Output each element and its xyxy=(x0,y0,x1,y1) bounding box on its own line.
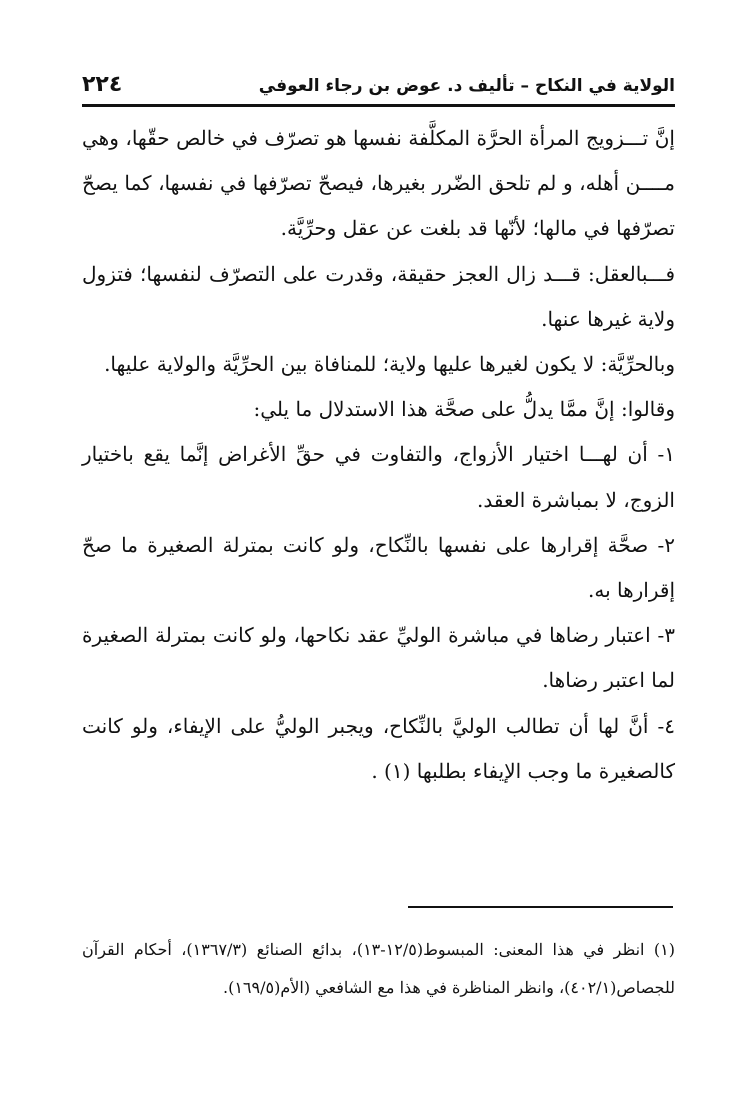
paragraph-reason: فـــبالعقل: قـــد زال العجز حقيقة، وقدرت على التصرّف لنفسها؛ فتزول ولاية غيرها عنها. xyxy=(82,261,675,331)
paragraph-freedom: وبالحرِّيَّة: لا يكون لغيرها عليها ولاية؛ للمنافاة بين الحرِّيَّة والولاية عليها. xyxy=(104,352,675,377)
header-rule xyxy=(82,104,675,107)
paragraph-evidence-intro: وقالوا: إنَّ ممَّا يدلُّ على صحَّة هذا الاستدلال ما يلي: xyxy=(253,397,675,422)
page-header xyxy=(82,72,675,106)
footnote: (١) انظر في هذا المعنى: المبسوط(١٢/٥-١٣)، بدائع الصنائع (١٣٦٧/٣)، أحكام القرآن للجصاص(٤٠٢/١)، وانظر المناظرة في هذا مع الشافعي (الأم(١٦٩/٥). xyxy=(82,940,675,997)
list-item-3: ٣- اعتبار رضاها في مباشرة الوليِّ عقد نكاحها، ولو كانت بمترلة الصغيرة لما اعتبر رضاها. xyxy=(82,623,675,693)
running-title: الولاية في النكاح – تأليف د. عوض بن رجاء العوفي xyxy=(258,76,675,96)
list-item-1: ١- أن لهـــا اختيار الأزواج، والتفاوت في حقِّ الأغراض إنَّما يقع باختيار الزوج، لا بمباشرة العقد. xyxy=(82,442,675,512)
paragraph-intro: إنَّ تـــزويج المرأة الحرَّة المكلَّفة نفسها هو تصرّف في خالص حقّها، وهي مــــن أهله، و لم تلحق الضّرر بغيرها، فيصحّ تصرّفها في نفسها، كما يصحّ تصرّفها في مالها؛ لأنّها قد بلغت عن عقل وحرِّيَّة. xyxy=(82,126,675,241)
page-number: ٢٢٤ xyxy=(82,72,123,97)
body-text xyxy=(82,116,675,794)
list-item-4: ٤- أنَّ لها أن تطالب الوليَّ بالنِّكاح، ويجبر الوليُّ على الإيفاء، ولو كانت كالصغيرة ما وجب الإيفاء بطلبها (١) . xyxy=(82,713,675,783)
list-item-2: ٢- صحَّة إقرارها على نفسها بالنِّكاح، ولو كانت بمترلة الصغيرة ما صحّ إقرارها به. xyxy=(82,532,675,603)
footnote-rule xyxy=(408,906,673,908)
